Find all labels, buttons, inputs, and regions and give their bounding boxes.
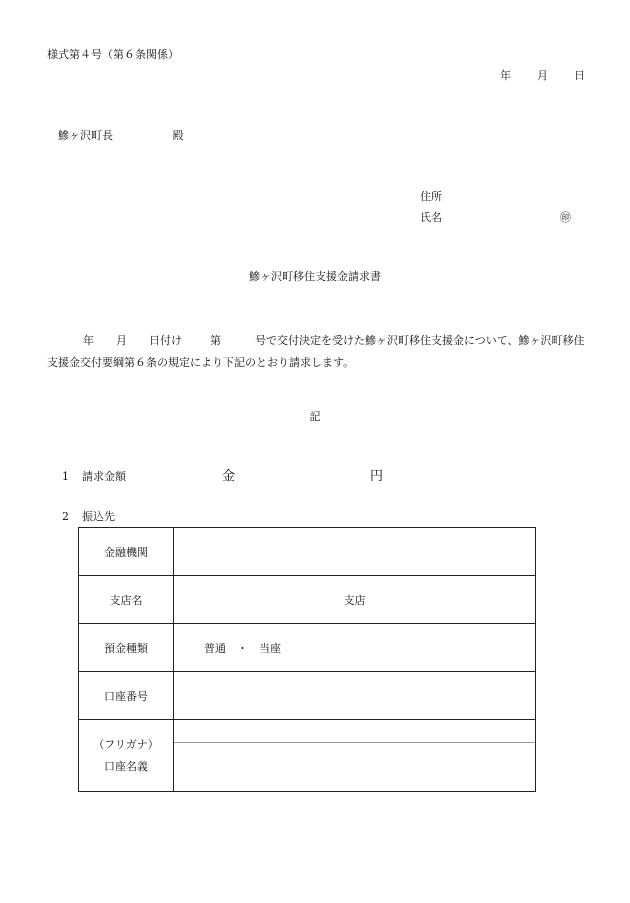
bank-account-table — [78, 527, 536, 792]
amount-yen: 円 — [370, 469, 384, 484]
body-number-prefix: 第 — [210, 334, 221, 347]
seal-mark: ㊞ — [560, 211, 571, 224]
account-number-label: 口座番号 — [79, 672, 174, 720]
deposit-type-options: 普通 ・ 当座 — [204, 641, 281, 655]
body-year: 年 — [83, 334, 94, 347]
institution-field[interactable] — [174, 528, 536, 576]
addressee-honorific: 殿 — [172, 129, 184, 142]
table-row-deposit-type — [79, 624, 536, 672]
date-day: 日 — [574, 69, 585, 82]
account-number-field[interactable] — [174, 672, 536, 720]
branch-label: 支店名 — [79, 576, 174, 624]
body-text: 号で交付決定を受けた鰺ヶ沢町移住支援金について、鰺ヶ沢町移住支援金交付要綱第６条の規定により下記のとおり請求します。 — [47, 334, 585, 369]
amount-label: 請求金額 — [82, 470, 126, 483]
body-paragraph — [47, 330, 587, 374]
amount-number: 1 — [62, 470, 69, 483]
table-row-account-number — [79, 672, 536, 720]
transfer-label: 振込先 — [82, 510, 115, 523]
date-year: 年 — [500, 69, 511, 82]
addressee-name: 鰺ヶ沢町長 — [58, 129, 113, 142]
document-title: 鰺ヶ沢町移住支援金請求書 — [249, 270, 381, 283]
date-line — [500, 69, 585, 83]
ki-heading: 記 — [309, 410, 321, 423]
account-holder-label: 口座名義 — [104, 759, 148, 773]
date-month: 月 — [537, 69, 548, 82]
branch-suffix: 支店 — [343, 593, 366, 607]
branch-field[interactable] — [174, 576, 536, 624]
furigana-label: （フリガナ） — [93, 737, 159, 751]
body-date-suffix: 日付け — [149, 334, 182, 347]
transfer-number: 2 — [62, 510, 69, 523]
table-row-branch — [79, 576, 536, 624]
address-label: 住所 — [420, 190, 442, 203]
form-number: 様式第４号（第６条関係） — [47, 48, 179, 61]
furigana-divider — [174, 742, 535, 743]
deposit-type-field[interactable] — [174, 624, 536, 672]
deposit-type-label: 預金種類 — [79, 624, 174, 672]
amount-kin: 金 — [222, 469, 236, 484]
table-row-account-holder — [79, 720, 536, 792]
body-month: 月 — [116, 334, 127, 347]
institution-label: 金融機関 — [79, 528, 174, 576]
account-holder-label-cell — [79, 720, 174, 792]
table-row-institution — [79, 528, 536, 576]
account-holder-field[interactable] — [174, 720, 536, 792]
addressee-line — [58, 129, 184, 143]
name-label: 氏名 — [420, 211, 442, 224]
